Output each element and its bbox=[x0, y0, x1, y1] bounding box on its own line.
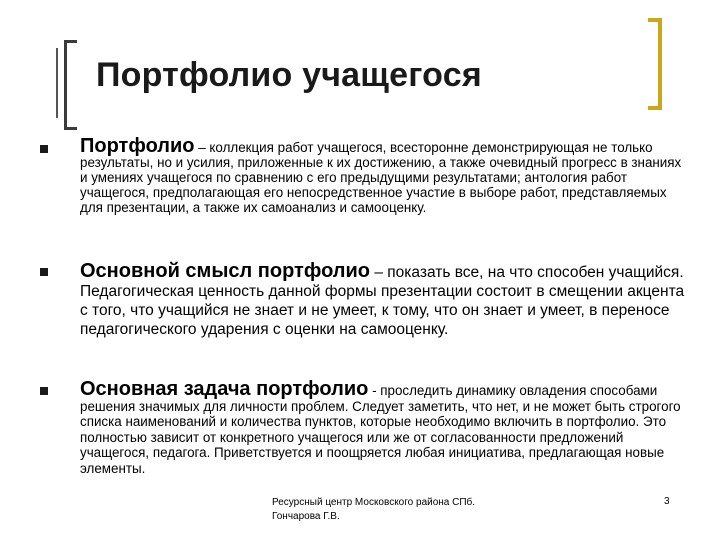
footer-line1: Ресурсный центр Московского района СПб. bbox=[272, 497, 476, 508]
definition-paragraph bbox=[80, 135, 686, 215]
task-paragraph bbox=[80, 378, 686, 476]
page-number: 3 bbox=[664, 496, 670, 507]
footer-line2: Гончарова Г.В. bbox=[272, 511, 340, 522]
footer-credit bbox=[272, 496, 475, 524]
bullet-icon bbox=[40, 268, 48, 276]
title-bracket-left bbox=[64, 40, 77, 130]
term-portfolio: Портфолио bbox=[80, 135, 195, 157]
title-bracket-inner bbox=[56, 48, 58, 118]
bullet-icon bbox=[40, 145, 48, 153]
slide-title: Портфолио учащегося bbox=[96, 56, 482, 94]
definition-text: – коллекция работ учащегося, всесторонне демонстрирующая не только результаты, но и усилия, приложенные к их достижению, а также очевидный прогресс в знаниях и умениях учащегося по сравнению с его предыдущими результатами; антология работ учащегося, предполагающая его непосредственное участие в выборе работ, представляемых для презентации, а также их самоанализ и самооценку. bbox=[80, 140, 682, 215]
meaning-paragraph bbox=[80, 262, 686, 339]
task-text: - проследить динамику овладения способами решения значимых для личности проблем. Следует заметить, что нет, и не может быть строгого списка наименований и количества пунктов, которые необходимо включить в портфолио. Это полностью зависит от конкретного учащегося или же от согласованности предложений учащегося, педагога. Приветствуется и поощряется любая инициатива, предлагающая новые элементы. bbox=[80, 383, 681, 476]
meaning-text: – показать все, на что способен учащийся. Педагогическая ценность данной формы презентации состоит в смещении акцента с того, что учащийся не знает и не умеет, к тому, что он знает и умеет, в переносе педагогического ударения с оценки на самооценку. bbox=[80, 264, 685, 338]
title-bracket-right bbox=[648, 18, 662, 110]
term-main-meaning: Основной смысл портфолио bbox=[80, 260, 371, 282]
term-main-task: Основная задача портфолио bbox=[80, 378, 369, 400]
bullet-icon bbox=[40, 387, 48, 395]
